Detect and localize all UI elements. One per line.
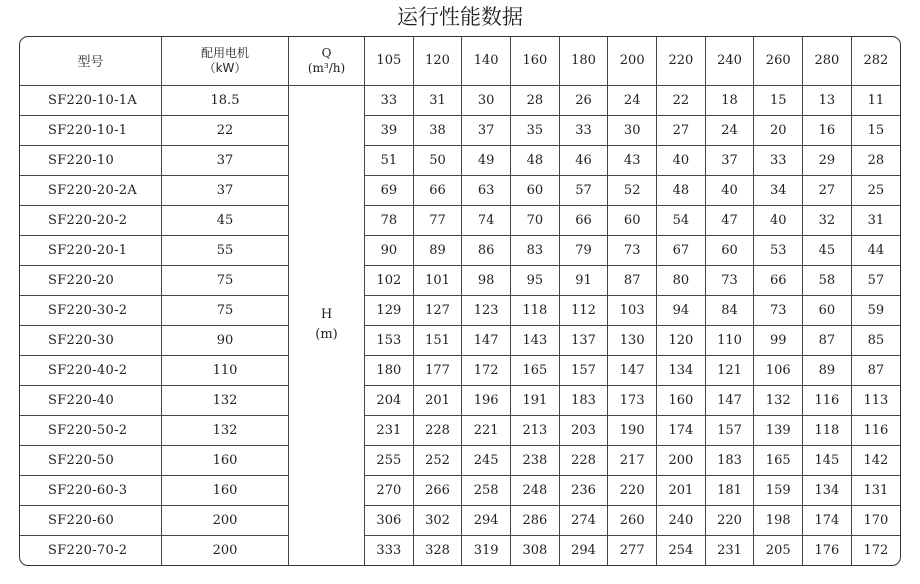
head-value-cell: 79 bbox=[559, 235, 608, 265]
header-flow-value: 120 bbox=[413, 37, 462, 85]
head-value-cell: 30 bbox=[462, 85, 511, 115]
head-value-cell: 34 bbox=[754, 175, 803, 205]
table-row bbox=[20, 355, 900, 385]
head-value-cell: 228 bbox=[413, 415, 462, 445]
head-value-cell: 33 bbox=[365, 85, 414, 115]
head-value-cell: 83 bbox=[511, 235, 560, 265]
head-value-cell: 25 bbox=[851, 175, 900, 205]
head-value-cell: 308 bbox=[511, 535, 560, 565]
table-row bbox=[20, 325, 900, 355]
header-motor-power-label: 配用电机 bbox=[200, 45, 249, 60]
head-value-cell: 201 bbox=[657, 475, 706, 505]
motor-power-cell: 22 bbox=[162, 115, 289, 145]
head-value-cell: 245 bbox=[462, 445, 511, 475]
model-cell: SF220-60 bbox=[20, 505, 162, 535]
head-value-cell: 328 bbox=[413, 535, 462, 565]
head-value-cell: 54 bbox=[657, 205, 706, 235]
head-value-cell: 103 bbox=[608, 295, 657, 325]
head-value-cell: 203 bbox=[559, 415, 608, 445]
table-row bbox=[20, 385, 900, 415]
head-value-cell: 24 bbox=[705, 115, 754, 145]
head-value-cell: 266 bbox=[413, 475, 462, 505]
head-value-cell: 143 bbox=[511, 325, 560, 355]
head-value-cell: 32 bbox=[803, 205, 852, 235]
header-flow-symbol: Q bbox=[321, 45, 332, 60]
head-value-cell: 99 bbox=[754, 325, 803, 355]
head-value-cell: 102 bbox=[365, 265, 414, 295]
motor-power-cell: 160 bbox=[162, 445, 289, 475]
head-value-cell: 57 bbox=[559, 175, 608, 205]
head-value-cell: 139 bbox=[754, 415, 803, 445]
head-value-cell: 20 bbox=[754, 115, 803, 145]
head-value-cell: 220 bbox=[608, 475, 657, 505]
header-flow-value: 220 bbox=[657, 37, 706, 85]
head-value-cell: 165 bbox=[754, 445, 803, 475]
head-value-cell: 174 bbox=[657, 415, 706, 445]
head-value-cell: 153 bbox=[365, 325, 414, 355]
head-value-cell: 31 bbox=[413, 85, 462, 115]
head-value-cell: 87 bbox=[608, 265, 657, 295]
table-row bbox=[20, 505, 900, 535]
head-value-cell: 40 bbox=[657, 145, 706, 175]
head-value-cell: 183 bbox=[705, 445, 754, 475]
head-value-cell: 51 bbox=[365, 145, 414, 175]
performance-table-frame bbox=[19, 36, 901, 566]
model-cell: SF220-10-1 bbox=[20, 115, 162, 145]
head-value-cell: 15 bbox=[754, 85, 803, 115]
head-value-cell: 60 bbox=[511, 175, 560, 205]
table-row bbox=[20, 175, 900, 205]
head-value-cell: 145 bbox=[803, 445, 852, 475]
head-value-cell: 204 bbox=[365, 385, 414, 415]
head-value-cell: 77 bbox=[413, 205, 462, 235]
head-value-cell: 89 bbox=[803, 355, 852, 385]
motor-power-cell: 132 bbox=[162, 415, 289, 445]
header-flow-value: 282 bbox=[851, 37, 900, 85]
head-value-cell: 252 bbox=[413, 445, 462, 475]
motor-power-cell: 37 bbox=[162, 175, 289, 205]
head-value-cell: 134 bbox=[657, 355, 706, 385]
head-value-cell: 13 bbox=[803, 85, 852, 115]
head-value-cell: 73 bbox=[754, 295, 803, 325]
head-value-cell: 46 bbox=[559, 145, 608, 175]
table-row bbox=[20, 445, 900, 475]
head-value-cell: 217 bbox=[608, 445, 657, 475]
head-value-cell: 94 bbox=[657, 295, 706, 325]
model-cell: SF220-50-2 bbox=[20, 415, 162, 445]
head-value-cell: 159 bbox=[754, 475, 803, 505]
head-value-cell: 123 bbox=[462, 295, 511, 325]
head-value-cell: 294 bbox=[462, 505, 511, 535]
model-cell: SF220-20-2A bbox=[20, 175, 162, 205]
head-value-cell: 33 bbox=[754, 145, 803, 175]
table-row bbox=[20, 295, 900, 325]
head-value-cell: 333 bbox=[365, 535, 414, 565]
head-value-cell: 132 bbox=[754, 385, 803, 415]
table-row bbox=[20, 115, 900, 145]
head-value-cell: 258 bbox=[462, 475, 511, 505]
head-value-cell: 172 bbox=[462, 355, 511, 385]
head-value-cell: 73 bbox=[608, 235, 657, 265]
motor-power-cell: 45 bbox=[162, 205, 289, 235]
head-value-cell: 116 bbox=[851, 415, 900, 445]
head-value-cell: 228 bbox=[559, 445, 608, 475]
motor-power-cell: 90 bbox=[162, 325, 289, 355]
head-unit: (m) bbox=[315, 327, 338, 342]
head-value-cell: 69 bbox=[365, 175, 414, 205]
head-value-cell: 213 bbox=[511, 415, 560, 445]
motor-power-cell: 75 bbox=[162, 295, 289, 325]
head-value-cell: 302 bbox=[413, 505, 462, 535]
head-value-cell: 106 bbox=[754, 355, 803, 385]
table-row bbox=[20, 535, 900, 565]
header-flow-value: 200 bbox=[608, 37, 657, 85]
head-value-cell: 30 bbox=[608, 115, 657, 145]
head-value-cell: 59 bbox=[851, 295, 900, 325]
head-value-cell: 29 bbox=[803, 145, 852, 175]
head-value-cell: 52 bbox=[608, 175, 657, 205]
model-cell: SF220-20-1 bbox=[20, 235, 162, 265]
table-row bbox=[20, 85, 900, 115]
head-value-cell: 91 bbox=[559, 265, 608, 295]
head-value-cell: 90 bbox=[365, 235, 414, 265]
table-row bbox=[20, 145, 900, 175]
head-value-cell: 74 bbox=[462, 205, 511, 235]
head-value-cell: 28 bbox=[511, 85, 560, 115]
head-label-cell bbox=[289, 85, 365, 565]
head-value-cell: 157 bbox=[705, 415, 754, 445]
head-value-cell: 129 bbox=[365, 295, 414, 325]
model-cell: SF220-30 bbox=[20, 325, 162, 355]
head-value-cell: 57 bbox=[851, 265, 900, 295]
head-value-cell: 24 bbox=[608, 85, 657, 115]
model-cell: SF220-70-2 bbox=[20, 535, 162, 565]
head-value-cell: 113 bbox=[851, 385, 900, 415]
head-value-cell: 60 bbox=[803, 295, 852, 325]
head-value-cell: 191 bbox=[511, 385, 560, 415]
head-value-cell: 200 bbox=[657, 445, 706, 475]
head-value-cell: 319 bbox=[462, 535, 511, 565]
model-cell: SF220-10-1A bbox=[20, 85, 162, 115]
table-body bbox=[20, 85, 900, 565]
head-value-cell: 255 bbox=[365, 445, 414, 475]
head-value-cell: 181 bbox=[705, 475, 754, 505]
head-value-cell: 35 bbox=[511, 115, 560, 145]
head-value-cell: 95 bbox=[511, 265, 560, 295]
header-motor-power-unit: （kW） bbox=[203, 60, 247, 75]
header-flow-value: 280 bbox=[803, 37, 852, 85]
header-flow-value: 240 bbox=[705, 37, 754, 85]
head-value-cell: 37 bbox=[705, 145, 754, 175]
head-value-cell: 306 bbox=[365, 505, 414, 535]
head-value-cell: 240 bbox=[657, 505, 706, 535]
performance-table bbox=[20, 37, 900, 566]
table-row bbox=[20, 265, 900, 295]
head-value-cell: 286 bbox=[511, 505, 560, 535]
head-value-cell: 70 bbox=[511, 205, 560, 235]
head-value-cell: 26 bbox=[559, 85, 608, 115]
head-value-cell: 60 bbox=[705, 235, 754, 265]
head-value-cell: 15 bbox=[851, 115, 900, 145]
head-value-cell: 27 bbox=[803, 175, 852, 205]
head-symbol: H bbox=[320, 307, 333, 322]
model-cell: SF220-20 bbox=[20, 265, 162, 295]
model-cell: SF220-40-2 bbox=[20, 355, 162, 385]
header-model: 型号 bbox=[20, 37, 162, 85]
header-flow-unit: (m³/h) bbox=[307, 60, 346, 75]
head-value-cell: 60 bbox=[608, 205, 657, 235]
head-value-cell: 134 bbox=[803, 475, 852, 505]
head-value-cell: 231 bbox=[365, 415, 414, 445]
header-flow-value: 180 bbox=[559, 37, 608, 85]
head-value-cell: 220 bbox=[705, 505, 754, 535]
head-value-cell: 160 bbox=[657, 385, 706, 415]
model-cell: SF220-50 bbox=[20, 445, 162, 475]
head-value-cell: 201 bbox=[413, 385, 462, 415]
table-row bbox=[20, 475, 900, 505]
header-row bbox=[20, 37, 900, 85]
head-value-cell: 157 bbox=[559, 355, 608, 385]
header-flow-value: 260 bbox=[754, 37, 803, 85]
head-value-cell: 172 bbox=[851, 535, 900, 565]
motor-power-cell: 37 bbox=[162, 145, 289, 175]
model-cell: SF220-10 bbox=[20, 145, 162, 175]
header-flow-value: 160 bbox=[511, 37, 560, 85]
head-value-cell: 47 bbox=[705, 205, 754, 235]
head-value-cell: 87 bbox=[803, 325, 852, 355]
head-value-cell: 84 bbox=[705, 295, 754, 325]
head-value-cell: 151 bbox=[413, 325, 462, 355]
head-value-cell: 196 bbox=[462, 385, 511, 415]
head-value-cell: 86 bbox=[462, 235, 511, 265]
head-value-cell: 53 bbox=[754, 235, 803, 265]
head-value-cell: 221 bbox=[462, 415, 511, 445]
model-cell: SF220-40 bbox=[20, 385, 162, 415]
head-value-cell: 80 bbox=[657, 265, 706, 295]
head-value-cell: 274 bbox=[559, 505, 608, 535]
head-value-cell: 48 bbox=[657, 175, 706, 205]
head-value-cell: 130 bbox=[608, 325, 657, 355]
header-flow-value: 105 bbox=[365, 37, 414, 85]
head-value-cell: 177 bbox=[413, 355, 462, 385]
head-value-cell: 121 bbox=[705, 355, 754, 385]
head-value-cell: 87 bbox=[851, 355, 900, 385]
head-value-cell: 40 bbox=[705, 175, 754, 205]
head-value-cell: 39 bbox=[365, 115, 414, 145]
head-value-cell: 120 bbox=[657, 325, 706, 355]
head-value-cell: 248 bbox=[511, 475, 560, 505]
head-value-cell: 118 bbox=[511, 295, 560, 325]
head-value-cell: 294 bbox=[559, 535, 608, 565]
head-value-cell: 110 bbox=[705, 325, 754, 355]
head-value-cell: 16 bbox=[803, 115, 852, 145]
head-value-cell: 101 bbox=[413, 265, 462, 295]
model-cell: SF220-20-2 bbox=[20, 205, 162, 235]
head-value-cell: 89 bbox=[413, 235, 462, 265]
head-value-cell: 147 bbox=[608, 355, 657, 385]
head-value-cell: 44 bbox=[851, 235, 900, 265]
table-row bbox=[20, 235, 900, 265]
table-row bbox=[20, 415, 900, 445]
head-value-cell: 45 bbox=[803, 235, 852, 265]
head-value-cell: 190 bbox=[608, 415, 657, 445]
head-value-cell: 58 bbox=[803, 265, 852, 295]
head-value-cell: 127 bbox=[413, 295, 462, 325]
head-value-cell: 183 bbox=[559, 385, 608, 415]
head-value-cell: 147 bbox=[705, 385, 754, 415]
head-value-cell: 33 bbox=[559, 115, 608, 145]
head-value-cell: 170 bbox=[851, 505, 900, 535]
motor-power-cell: 75 bbox=[162, 265, 289, 295]
head-value-cell: 31 bbox=[851, 205, 900, 235]
head-value-cell: 137 bbox=[559, 325, 608, 355]
head-value-cell: 165 bbox=[511, 355, 560, 385]
page-title: 运行性能数据 bbox=[397, 5, 523, 29]
head-value-cell: 78 bbox=[365, 205, 414, 235]
head-value-cell: 38 bbox=[413, 115, 462, 145]
motor-power-cell: 55 bbox=[162, 235, 289, 265]
head-value-cell: 18 bbox=[705, 85, 754, 115]
motor-power-cell: 18.5 bbox=[162, 85, 289, 115]
head-value-cell: 231 bbox=[705, 535, 754, 565]
head-value-cell: 174 bbox=[803, 505, 852, 535]
model-cell: SF220-60-3 bbox=[20, 475, 162, 505]
head-value-cell: 131 bbox=[851, 475, 900, 505]
motor-power-cell: 132 bbox=[162, 385, 289, 415]
head-value-cell: 37 bbox=[462, 115, 511, 145]
head-value-cell: 66 bbox=[413, 175, 462, 205]
head-value-cell: 22 bbox=[657, 85, 706, 115]
head-value-cell: 49 bbox=[462, 145, 511, 175]
head-value-cell: 260 bbox=[608, 505, 657, 535]
head-value-cell: 66 bbox=[559, 205, 608, 235]
header-flow-value: 140 bbox=[462, 37, 511, 85]
motor-power-cell: 200 bbox=[162, 535, 289, 565]
head-value-cell: 277 bbox=[608, 535, 657, 565]
head-value-cell: 142 bbox=[851, 445, 900, 475]
head-value-cell: 198 bbox=[754, 505, 803, 535]
head-value-cell: 28 bbox=[851, 145, 900, 175]
head-value-cell: 116 bbox=[803, 385, 852, 415]
motor-power-cell: 160 bbox=[162, 475, 289, 505]
table-row bbox=[20, 205, 900, 235]
head-value-cell: 40 bbox=[754, 205, 803, 235]
head-value-cell: 63 bbox=[462, 175, 511, 205]
model-cell: SF220-30-2 bbox=[20, 295, 162, 325]
head-value-cell: 118 bbox=[803, 415, 852, 445]
head-value-cell: 238 bbox=[511, 445, 560, 475]
motor-power-cell: 110 bbox=[162, 355, 289, 385]
header-motor-power bbox=[162, 37, 289, 85]
head-value-cell: 180 bbox=[365, 355, 414, 385]
head-value-cell: 66 bbox=[754, 265, 803, 295]
header-flow bbox=[289, 37, 365, 85]
head-value-cell: 176 bbox=[803, 535, 852, 565]
head-value-cell: 173 bbox=[608, 385, 657, 415]
head-value-cell: 73 bbox=[705, 265, 754, 295]
head-value-cell: 43 bbox=[608, 145, 657, 175]
head-value-cell: 147 bbox=[462, 325, 511, 355]
head-value-cell: 112 bbox=[559, 295, 608, 325]
head-value-cell: 67 bbox=[657, 235, 706, 265]
head-value-cell: 11 bbox=[851, 85, 900, 115]
head-value-cell: 27 bbox=[657, 115, 706, 145]
head-value-cell: 270 bbox=[365, 475, 414, 505]
head-value-cell: 85 bbox=[851, 325, 900, 355]
head-value-cell: 50 bbox=[413, 145, 462, 175]
head-value-cell: 254 bbox=[657, 535, 706, 565]
head-value-cell: 205 bbox=[754, 535, 803, 565]
motor-power-cell: 200 bbox=[162, 505, 289, 535]
head-value-cell: 236 bbox=[559, 475, 608, 505]
head-value-cell: 98 bbox=[462, 265, 511, 295]
head-value-cell: 48 bbox=[511, 145, 560, 175]
